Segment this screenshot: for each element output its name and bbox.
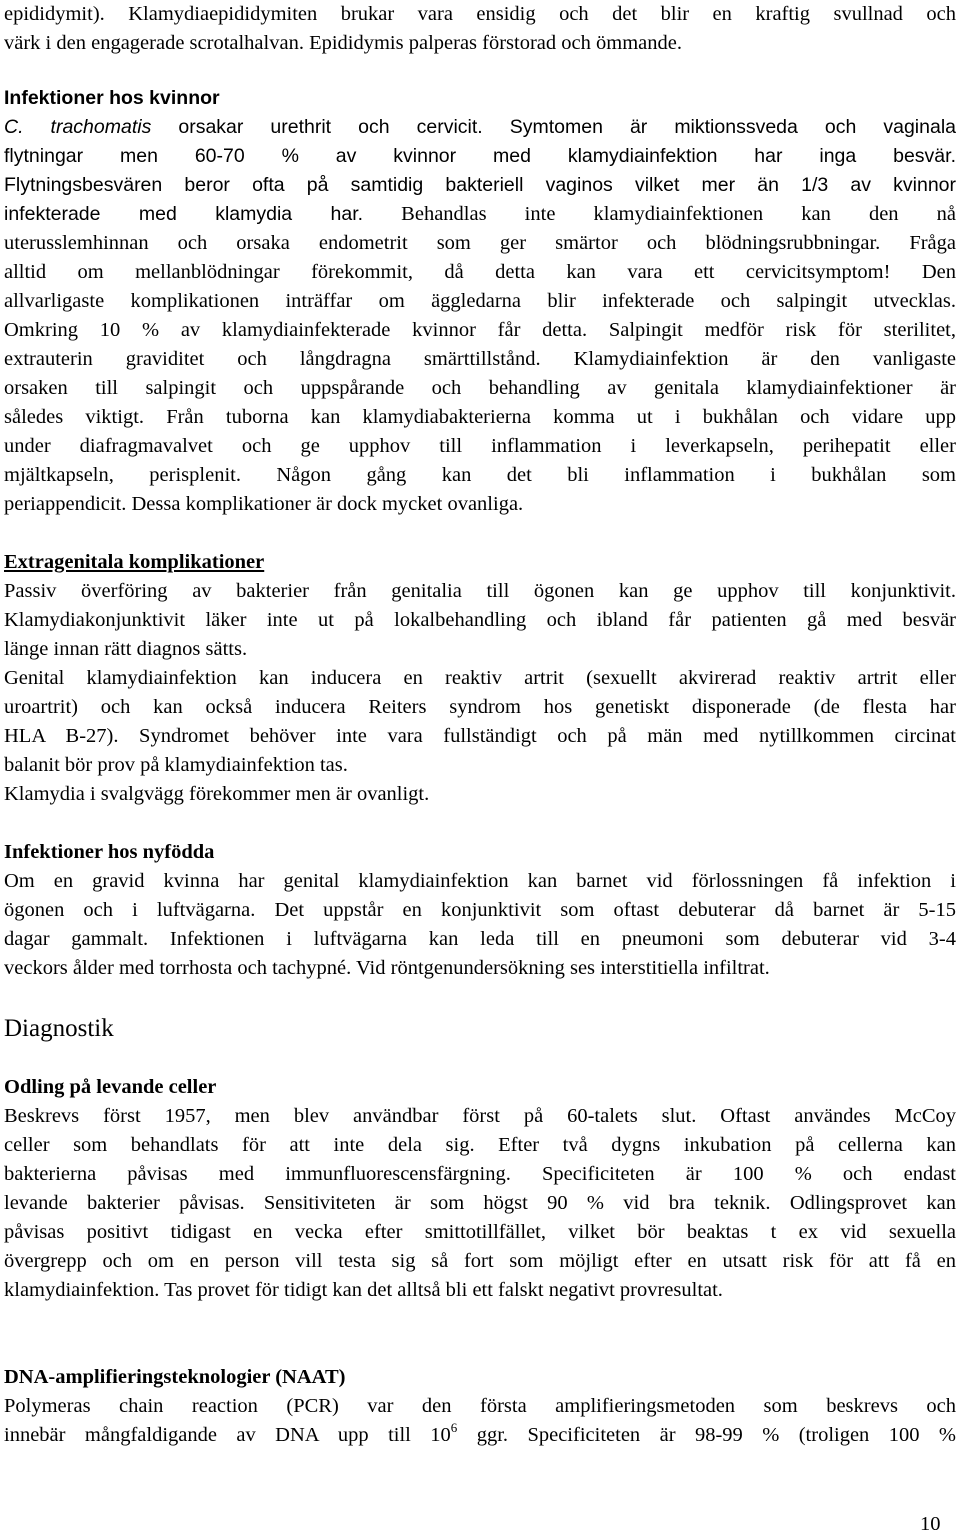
body-text-line: övergrepp och om en person vill testa sig så fort som möjligt efter en utsatt risk för att få en: [4, 1250, 956, 1272]
body-text-line: balanit bör prov på klamydiainfektion tas.: [4, 754, 348, 776]
body-text-line: epididymit). Klamydiaepididymiten brukar vara ensidig och det blir en kraftig svullnad och: [4, 3, 956, 25]
body-text-line: Om en gravid kvinna har genital klamydiainfektion kan barnet vid förlossningen få infektion i: [4, 870, 956, 892]
superscript-exponent: 6: [450, 1420, 458, 1435]
body-text-line: påvisas positivt tidigast en vecka efter smittotillfället, vilket bör beaktas t ex vid sexuella: [4, 1221, 956, 1243]
body-text-line: bakterierna påvisas med immunfluorescensfärgning. Specificiteten är 100 % och endast: [4, 1163, 956, 1185]
body-text-line: mjältkapseln, perisplenit. Någon gång kan det bli inflammation i bukhålan som: [4, 464, 956, 486]
section-heading-culture: Odling på levande celler: [4, 1076, 217, 1098]
body-text-line: Beskrevs först 1957, men blev användbar först på 60-talets slut. Oftast användes McCoy: [4, 1105, 956, 1127]
section-heading-women: Infektioner hos kvinnor: [4, 87, 220, 109]
body-text-line: Genital klamydiainfektion kan inducera en reaktiv artrit (sexuellt akvirerad reaktiv artrit eller: [4, 667, 956, 689]
page-number: 10: [920, 1513, 941, 1535]
body-text-line: under diafragmavalvet och ge upphov till inflammation i leverkapseln, perihepatit eller: [4, 435, 956, 457]
body-text-span: orsakar urethrit och cervicit. Symtomen är miktionssveda och vaginala: [151, 116, 957, 138]
species-name: C. trachomatis: [4, 116, 152, 138]
body-text-line: flytningar men 60-70 % av kvinnor med klamydiainfektion har inga besvär.: [4, 145, 956, 167]
body-text-line: länge innan rätt diagnos sätts.: [4, 638, 248, 660]
body-text-line: Omkring 10 % av klamydiainfekterade kvinnor får detta. Salpingit medför risk för sterilitet,: [4, 319, 956, 341]
body-text-line: uroartrit) och kan också inducera Reiters syndrom hos genetiskt disponerade (de flesta har: [4, 696, 956, 718]
body-text-line: veckors ålder med torrhosta och tachypné. Vid röntgenundersökning ses interstitiella infiltrat.: [4, 957, 770, 979]
body-text-line: extrauterin graviditet och långdragna smärttillstånd. Klamydiainfektion är den vanligaste: [4, 348, 956, 370]
body-text-line: Klamydia i svalgvägg förekommer men är ovanligt.: [4, 783, 430, 805]
body-text-line: uterusslemhinnan och orsaka endometrit som ger smärtor och blödningsrubbningar. Fråga: [4, 232, 956, 254]
body-text-span: ggr. Specificiteten är 98-99 % (troligen 100 %: [457, 1424, 956, 1446]
body-text-line: Klamydiakonjunktivit läker inte ut på lokalbehandling och ibland får patienten gå med besvär: [4, 609, 956, 631]
body-text-line: orsaken till salpingit och uppspårande och behandling av genitala klamydiainfektioner är: [4, 377, 956, 399]
body-text-line: [4, 1421, 956, 1450]
section-heading-extragenital: Extragenitala komplikationer: [4, 551, 265, 573]
section-heading-naat: DNA-amplifieringsteknologier (NAAT): [4, 1366, 346, 1388]
body-text-line: klamydiainfektion. Tas provet för tidigt kan det alltså bli ett falskt negativt provresultat.: [4, 1279, 723, 1301]
body-text-line: värk i den engagerade scrotalhalvan. Epididymis palperas förstorad och ömmande.: [4, 32, 682, 54]
body-text-line: Flytningsbesvären beror ofta på samtidig bakteriell vaginos vilket mer än 1/3 av kvinnor: [4, 174, 956, 196]
body-text-line: levande bakterier påvisas. Sensitiviteten är som högst 90 % vid bra teknik. Odlingsprovet kan: [4, 1192, 956, 1214]
body-text-line: dagar gammalt. Infektionen i luftvägarna kan leda till en pneumoni som debuterar vid 3-4: [4, 928, 956, 950]
body-text-line: alltid om mellanblödningar förekommit, då detta kan vara ett cervicitsymptom! Den: [4, 261, 956, 283]
body-text-line: [4, 113, 956, 142]
body-text-span: innebär mångfaldigande av DNA upp till 10: [4, 1424, 451, 1446]
body-text-line: celler som behandlats för att inte dela sig. Efter två dygns inkubation på cellerna kan: [4, 1134, 956, 1156]
body-text-line: således viktigt. Från tuborna kan klamydiabakterierna komma ut i bukhålan och vidare upp: [4, 406, 956, 428]
chapter-heading-diagnostik: Diagnostik: [4, 1015, 114, 1042]
body-text-line: HLA B-27). Syndromet behöver inte vara fullständigt och på män med nytillkommen circinat: [4, 725, 956, 747]
body-text-span: infekterade med klamydia har.: [4, 203, 364, 225]
body-text-span: Behandlas inte klamydiainfektionen kan den nå: [363, 203, 957, 225]
body-text-line: ögonen och i luftvägarna. Det uppstår en konjunktivit som oftast debuterar då barnet är 5-15: [4, 899, 956, 921]
body-text-line: periappendicit. Dessa komplikationer är dock mycket ovanliga.: [4, 493, 524, 515]
body-text-line: Polymeras chain reaction (PCR) var den första amplifieringsmetoden som beskrevs och: [4, 1395, 956, 1417]
body-text-line: [4, 200, 956, 229]
body-text-line: Passiv överföring av bakterier från genitalia till ögonen kan ge upphov till konjunktivit.: [4, 580, 956, 602]
body-text-line: allvarligaste komplikationen inträffar om äggledarna blir infekterade och salpingit utvecklas.: [4, 290, 956, 312]
section-heading-newborns: Infektioner hos nyfödda: [4, 841, 215, 863]
